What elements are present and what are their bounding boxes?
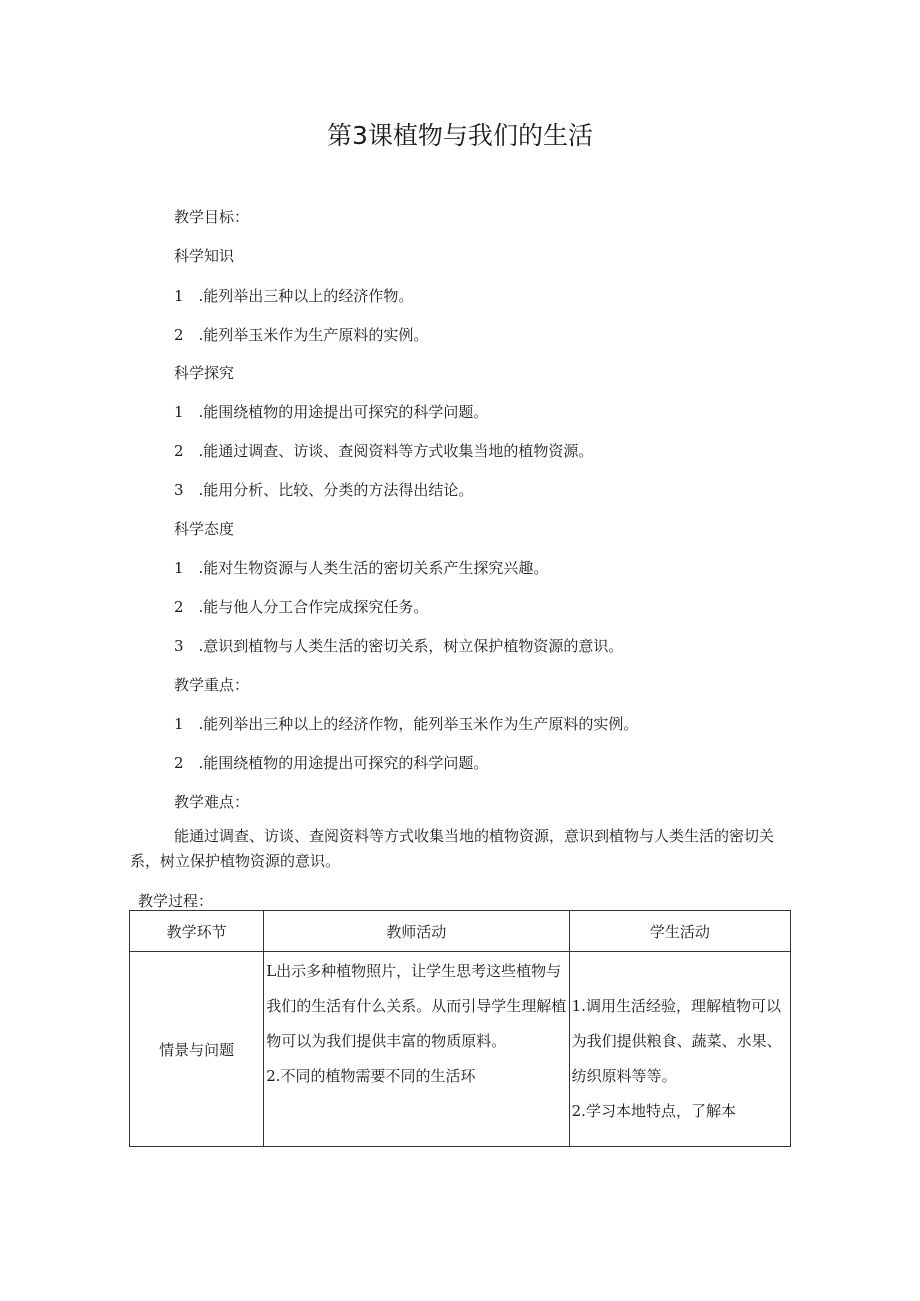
page-title: 第3课植物与我们的生活 <box>327 121 593 150</box>
student-activity-text: 2.学习本地特点，了解本 <box>571 1102 736 1120</box>
table-header-row <box>130 911 791 952</box>
column-header-teacher: 教师活动 <box>264 911 569 952</box>
teacher-activity-text: 2.不同的植物需要不同的生活环 <box>266 1067 476 1085</box>
stage-cell: 情景与问题 <box>130 952 264 1147</box>
knowledge-item: 1 .能列举出三种以上的经济作物。 <box>174 287 414 305</box>
attitude-item: 3 .意识到植物与人类生活的密切关系，树立保护植物资源的意识。 <box>174 637 624 655</box>
teacher-activity-cell <box>264 952 569 1147</box>
key-points-heading: 教学重点： <box>174 676 250 694</box>
inquiry-item: 2 .能通过调查、访谈、查阅资料等方式收集当地的植物资源。 <box>174 442 594 460</box>
inquiry-heading: 科学探究 <box>174 364 235 382</box>
knowledge-heading: 科学知识 <box>174 247 235 265</box>
student-activity-cell <box>569 952 790 1147</box>
difficulties-text: 能通过调查、访谈、查阅资料等方式收集当地的植物资源，意识到植物与人类生活的密切关系，树立保护植物资源的意识。 <box>130 827 775 870</box>
inquiry-item: 3 .能用分析、比较、分类的方法得出结论。 <box>174 481 474 499</box>
knowledge-item: 2 .能列举玉米作为生产原料的实例。 <box>174 326 429 344</box>
difficulties-heading: 教学难点： <box>174 793 250 811</box>
process-heading: 教学过程： <box>138 892 214 910</box>
column-header-student: 学生活动 <box>569 911 790 952</box>
key-point-item: 1 .能列举出三种以上的经济作物，能列举玉米作为生产原料的实例。 <box>174 715 639 733</box>
inquiry-item: 1 .能围绕植物的用途提出可探究的科学问题。 <box>174 403 489 421</box>
table-row <box>130 952 791 1147</box>
attitude-heading: 科学态度 <box>174 520 235 538</box>
attitude-item: 1 .能对生物资源与人类生活的密切关系产生探究兴趣。 <box>174 559 549 577</box>
key-point-item: 2 .能围绕植物的用途提出可探究的科学问题。 <box>174 754 489 772</box>
process-table <box>129 910 791 1147</box>
student-activity-text: 1.调用生活经验，理解植物可以为我们提供粮食、蔬菜、水果、纺织原料等等。 <box>571 997 782 1085</box>
objectives-heading: 教学目标： <box>174 208 250 226</box>
attitude-item: 2 .能与他人分工合作完成探究任务。 <box>174 598 429 616</box>
column-header-stage: 教学环节 <box>130 911 264 952</box>
teacher-activity-text: L出示多种植物照片，让学生思考这些植物与我们的生活有什么关系。从而引导学生理解植物可以为我们提供丰富的物质原料。 <box>266 962 567 1050</box>
